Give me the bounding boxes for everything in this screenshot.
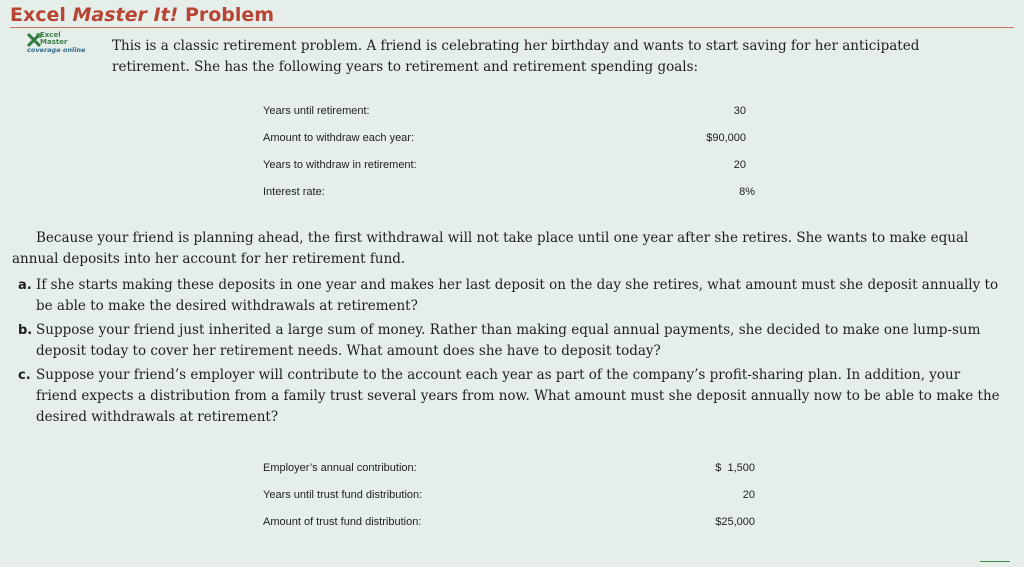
question-item [16, 320, 1004, 362]
table-row [263, 159, 763, 186]
question-label: a. [18, 278, 32, 293]
question-label: b. [18, 323, 33, 338]
row-label: Years until trust fund distribution: [263, 489, 423, 501]
table-row [263, 186, 763, 213]
row-label: Years until retirement: [263, 105, 370, 117]
table-row [263, 516, 763, 543]
title-text-master-it: Master It! [72, 4, 179, 26]
intro-paragraph: This is a classic retirement problem. A friend is celebrating her birthday and wants to start saving for her anticipated retirement. She has the following years to retirement and retirement spending goals: [112, 38, 920, 75]
corner-divider [980, 561, 1010, 562]
question-text: Suppose your friend just inherited a large sum of money. Rather than making equal annual payments, she decided to make one lump-sum deposit today to cover her retirement needs. What amount does she have to deposit today? [36, 322, 981, 359]
logo-caption: coverage online [27, 46, 86, 54]
row-value: $25,000 [715, 516, 755, 528]
question-label: c. [18, 368, 31, 383]
row-value: $ 1,500 [715, 462, 755, 474]
question-list [16, 275, 1004, 431]
row-value: $90,000 [706, 132, 746, 144]
question-item [16, 275, 1004, 317]
table-row [263, 462, 763, 489]
logo-line-excel: Excel [40, 31, 61, 39]
table-row [263, 105, 763, 132]
row-value: 30 [733, 105, 746, 117]
row-label: Employer’s annual contribution: [263, 462, 417, 474]
table-row [263, 132, 763, 159]
retirement-inputs-table [263, 105, 763, 213]
title-text-excel: Excel [10, 4, 73, 26]
logo-wordmark [40, 32, 67, 46]
excel-x-icon [27, 33, 41, 47]
row-value: 8% [739, 186, 755, 198]
body-paragraph: Because your friend is planning ahead, the first withdrawal will not take place until one year after she retires. She wants to make equal annual deposits into her account for her retirement fund. [12, 230, 969, 267]
question-text: If she starts making these deposits in one year and makes her last deposit on the day she retires, what amount must she deposit annually to be able to make the desired withdrawals at retirement? [36, 277, 999, 314]
row-label: Interest rate: [263, 186, 325, 198]
row-value: 20 [742, 489, 755, 501]
row-value: 20 [733, 159, 746, 171]
header-divider [10, 27, 1014, 28]
row-label: Amount of trust fund distribution: [263, 516, 422, 528]
question-text: Suppose your friend’s employer will contribute to the account each year as part of the company’s profit-sharing plan. In addition, your friend expects a distribution from a family trust several years from now. What amount must she deposit annually now to be able to make the desired withdrawals at retirement? [36, 367, 1000, 425]
row-label: Amount to withdraw each year: [263, 132, 415, 144]
page-title [10, 4, 274, 26]
excel-master-logo [27, 31, 86, 55]
question-item [16, 365, 1004, 428]
contribution-inputs-table [263, 462, 763, 543]
row-label: Years to withdraw in retirement: [263, 159, 417, 171]
title-text-problem: Problem [178, 4, 275, 26]
table-row [263, 489, 763, 516]
logo-line-master: Master [40, 38, 68, 46]
